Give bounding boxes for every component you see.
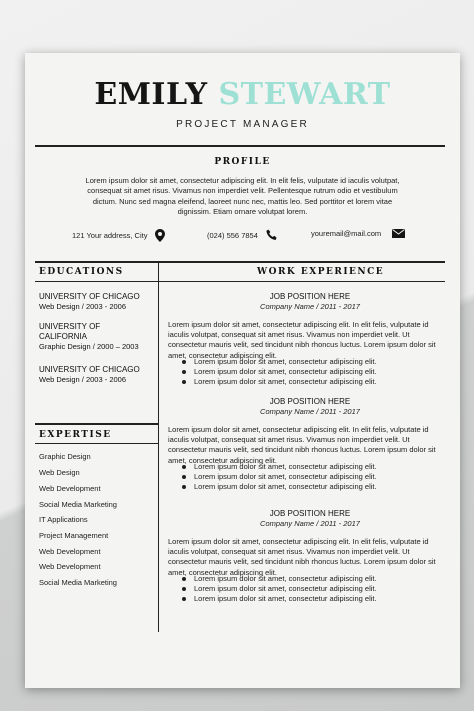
education-school: UNIVERSITY OF <box>39 322 101 331</box>
education-detail: Web Design / 2003 - 2006 <box>39 375 127 384</box>
contact-address <box>72 229 165 242</box>
job-company: Company Name / 2011 - 2017 <box>260 407 360 416</box>
education-item <box>39 322 139 352</box>
expertise-top-divider <box>35 423 159 425</box>
candidate-name <box>25 77 460 113</box>
expertise-item: Social Media Marketing <box>39 578 117 587</box>
job-position: JOB POSITION HERE <box>269 509 351 518</box>
expertise-item: IT Applications <box>39 515 88 524</box>
envelope-icon <box>392 229 405 238</box>
job-description: Lorem ipsum dolor sit amet, consectetur adipiscing elit. In elit felis, vulputate id iaculis volutpat, consequat sit amet risus. Vivamus non imperdiet velit. Ut consectetur mauris velit, sed tincidunt nibh rhoncus luctus. Lorem ipsum dolor sit amet, consectetur adipiscing elit. <box>168 425 436 465</box>
expertise-item: Web Development <box>39 562 101 571</box>
contact-divider <box>35 261 445 263</box>
job-bullet: Lorem ipsum dolor sit amet, consectetur adipiscing elit. <box>180 357 377 367</box>
column-heading-divider <box>35 281 445 282</box>
job-description: Lorem ipsum dolor sit amet, consectetur adipiscing elit. In elit felis, vulputate id iaculis volutpat, consequat sit amet risus. Vivamus non imperdiet velit. Ut consectetur mauris velit, sed tincidunt nibh rhoncus luctus. Lorem ipsum dolor sit amet, consectetur adipiscing elit. <box>168 320 436 360</box>
job-bullet: Lorem ipsum dolor sit amet, consectetur adipiscing elit. <box>180 482 377 492</box>
first-name: EMILY <box>94 77 208 112</box>
resume-page <box>25 53 460 688</box>
expertise-item: Graphic Design <box>39 452 91 461</box>
expertise-item: Web Design <box>39 468 80 477</box>
contact-phone <box>207 229 278 241</box>
work-experience-heading: WORK EXPERIENCE <box>257 267 385 277</box>
job-bullet: Lorem ipsum dolor sit amet, consectetur adipiscing elit. <box>180 462 377 472</box>
job-bullet: Lorem ipsum dolor sit amet, consectetur adipiscing elit. <box>180 594 377 604</box>
job-description: Lorem ipsum dolor sit amet, consectetur adipiscing elit. In elit felis, vulputate id iaculis volutpat, consequat sit amet risus. Vivamus non imperdiet velit. Ut consectetur mauris velit, sed tincidunt nibh rhoncus luctus. Lorem ipsum dolor sit amet, consectetur adipiscing elit. <box>168 537 436 577</box>
profile-text: Lorem ipsum dolor sit amet, consectetur adipiscing elit. In elit felis, vulputate id iaculis volutpat, consequat sit amet risus. Vivamus non imperdiet velit. Pellentesque rutrum odio et vestibulum dictum. Nunc sed magna eleifend, laoreet nunc nec, mattis leo. Sed porttitor et lorem vitae dignissim. Etiam ornare volutpat lorem. <box>85 176 400 217</box>
expertise-item: Web Development <box>39 484 101 493</box>
expertise-item: Social Media Marketing <box>39 500 117 509</box>
education-school: UNIVERSITY OF CHICAGO <box>39 292 140 301</box>
expertise-item: Project Management <box>39 531 109 540</box>
expertise-item: Web Development <box>39 547 101 556</box>
education-item <box>39 292 140 312</box>
email-text: youremail@mail.com <box>311 229 382 238</box>
phone-text: (024) 556 7854 <box>207 230 258 240</box>
expertise-bottom-divider <box>35 443 159 444</box>
job-bullet: Lorem ipsum dolor sit amet, consectetur adipiscing elit. <box>180 574 377 584</box>
education-school-line2: CALIFORNIA <box>39 332 88 341</box>
last-name: STEWART <box>218 77 391 112</box>
job-position: JOB POSITION HERE <box>269 292 351 301</box>
job-bullets <box>180 357 377 387</box>
education-detail: Web Design / 2003 - 2006 <box>39 302 127 311</box>
location-pin-icon <box>155 229 165 242</box>
job-bullets <box>180 462 377 492</box>
job-bullet: Lorem ipsum dolor sit amet, consectetur adipiscing elit. <box>180 377 377 387</box>
expertise-heading: EXPERTISE <box>39 430 112 440</box>
education-detail: Graphic Design / 2000 – 2003 <box>39 342 139 351</box>
job-company: Company Name / 2011 - 2017 <box>260 302 360 311</box>
education-item <box>39 365 140 385</box>
education-school: UNIVERSITY OF CHICAGO <box>39 365 140 374</box>
job-title-heading: PROJECT MANAGER <box>176 119 309 130</box>
job-bullet: Lorem ipsum dolor sit amet, consectetur adipiscing elit. <box>180 367 377 377</box>
header-divider <box>35 145 445 147</box>
address-text: 121 Your address, City <box>72 231 148 240</box>
job-company: Company Name / 2011 - 2017 <box>260 519 360 528</box>
column-divider <box>158 261 159 632</box>
job-position: JOB POSITION HERE <box>269 397 351 406</box>
educations-heading: EDUCATIONS <box>39 267 124 277</box>
job-bullet: Lorem ipsum dolor sit amet, consectetur adipiscing elit. <box>180 584 377 594</box>
contact-email <box>311 229 405 238</box>
profile-heading: PROFILE <box>214 157 271 167</box>
job-bullets <box>180 574 377 604</box>
phone-icon <box>266 229 278 241</box>
job-bullet: Lorem ipsum dolor sit amet, consectetur adipiscing elit. <box>180 472 377 482</box>
